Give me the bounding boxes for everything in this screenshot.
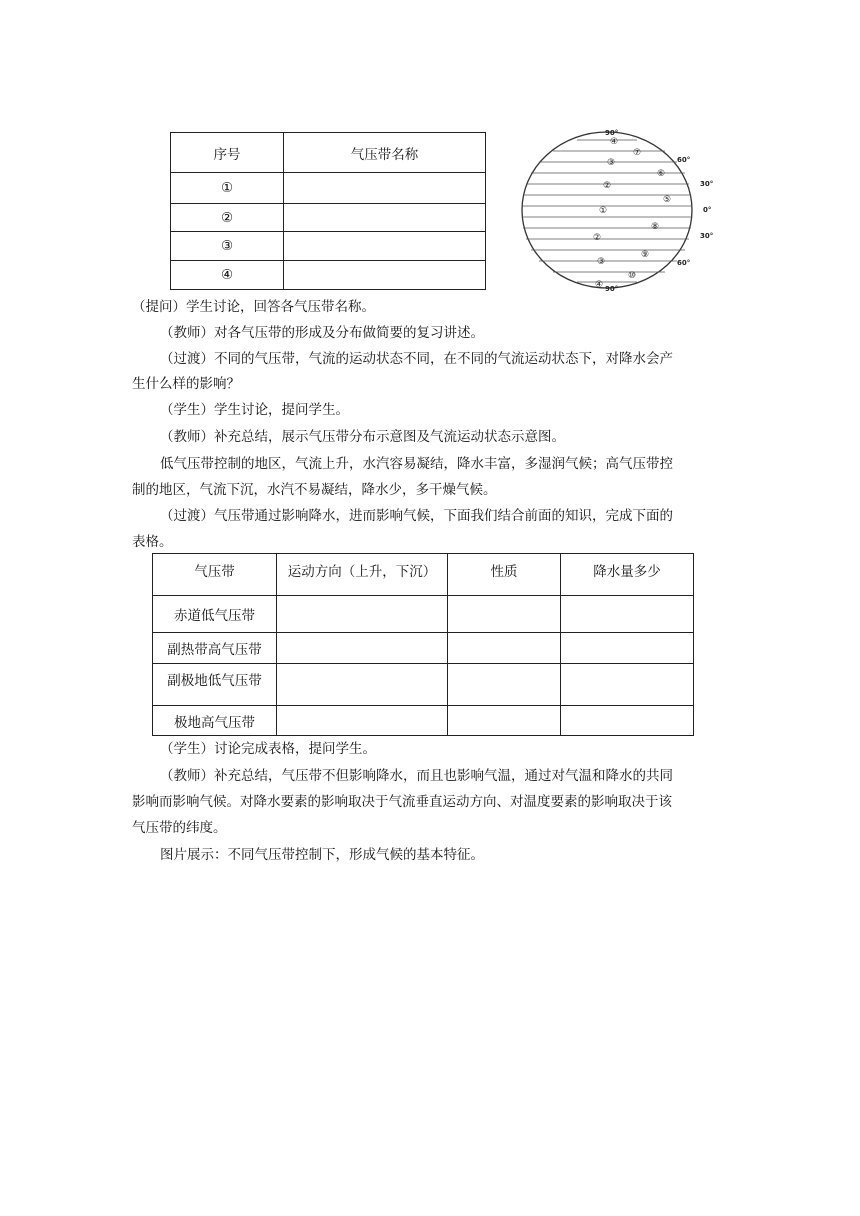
belt-number-label: ③ xyxy=(596,257,606,267)
table1-answer-cell xyxy=(284,261,486,290)
belt-number-label: ③ xyxy=(606,158,616,168)
pressure-belt-globe-diagram xyxy=(515,125,730,295)
table1-answer-cell xyxy=(284,173,486,204)
table2-row-belt: 副极地低气压带 xyxy=(153,664,277,706)
table2-blank-cell xyxy=(561,596,694,633)
belt-number-label: ④ xyxy=(594,280,604,290)
lat-label: 60° xyxy=(677,156,691,164)
lat-label: 0° xyxy=(703,206,712,214)
belt-number-label: ⑨ xyxy=(640,250,650,260)
belt-number-label: ⑩ xyxy=(627,271,637,281)
paragraph-summary-end: 气压带的纬度。 xyxy=(132,820,227,836)
paragraph-explanation: 低气压带控制的地区，气流上升，水汽容易凝结，降水丰富，多湿润气候；高气压带控 xyxy=(160,456,673,472)
table2-header-direction: 运动方向（上升，下沉） xyxy=(277,554,448,596)
table2-header-precipitation: 降水量多少 xyxy=(561,554,694,596)
table1-header-name: 气压带名称 xyxy=(284,133,486,173)
paragraph-transition-1: （过渡）不同的气压带，气流的运动状态不同，在不同的气流运动状态下，对降水会产 xyxy=(160,351,673,367)
table2-header-belt: 气压带 xyxy=(153,554,277,596)
table1-answer-cell xyxy=(284,232,486,261)
table2-blank-cell xyxy=(448,633,561,664)
belt-number-label: ② xyxy=(592,233,602,243)
paragraph-picture-display: 图片展示：不同气压带控制下，形成气候的基本特征。 xyxy=(160,847,484,863)
paragraph-student-discuss: （学生）学生讨论，提问学生。 xyxy=(160,402,349,418)
pressure-belt-properties-table xyxy=(152,553,694,736)
globe-svg xyxy=(515,125,730,295)
table2-blank-cell xyxy=(277,664,448,706)
belt-number-label: ④ xyxy=(609,137,619,147)
belt-number-label: ② xyxy=(602,181,612,191)
paragraph-transition-2: （过渡）气压带通过影响降水，进而影响气候，下面我们结合前面的知识，完成下面的 xyxy=(160,508,673,524)
table2-row-belt: 极地高气压带 xyxy=(153,706,277,736)
table1-row-index: ④ xyxy=(171,261,284,290)
table2-row-belt: 副热带高气压带 xyxy=(153,633,277,664)
lat-label: 90° xyxy=(605,285,619,293)
table1-answer-cell xyxy=(284,204,486,232)
paragraph-teacher-summary-2: （教师）补充总结，气压带不但影响降水，而且也影响气温，通过对气温和降水的共同 xyxy=(160,768,673,784)
table2-blank-cell xyxy=(561,633,694,664)
table2-blank-cell xyxy=(277,596,448,633)
belt-number-label: ① xyxy=(598,206,608,216)
table2-blank-cell xyxy=(277,706,448,736)
paragraph-transition-2-cont: 表格。 xyxy=(132,534,173,550)
lat-label: 60° xyxy=(677,259,691,267)
pressure-belt-name-table xyxy=(170,132,486,290)
lat-label: 90° xyxy=(605,129,619,137)
paragraph-teacher-review: （教师）对各气压带的形成及分布做简要的复习讲述。 xyxy=(160,325,484,341)
paragraph-student-complete: （学生）讨论完成表格，提问学生。 xyxy=(160,741,376,757)
table1-row-index: ② xyxy=(171,204,284,232)
table2-blank-cell xyxy=(561,706,694,736)
paragraph-summary-cont: 影响而影响气候。对降水要素的影响取决于气流垂直运动方向、对温度要素的影响取决于该 xyxy=(132,794,672,810)
table2-blank-cell xyxy=(561,664,694,706)
table2-blank-cell xyxy=(448,706,561,736)
table1-header-index: 序号 xyxy=(171,133,284,173)
paragraph-transition-1-cont: 生什么样的影响？ xyxy=(132,376,240,392)
table1-row-index: ① xyxy=(171,173,284,204)
table2-header-nature: 性质 xyxy=(448,554,561,596)
table1-row-index: ③ xyxy=(171,232,284,261)
belt-number-label: ⑧ xyxy=(650,222,660,232)
lat-label: 30° xyxy=(700,180,714,188)
belt-number-label: ⑥ xyxy=(656,169,666,179)
lat-label: 30° xyxy=(700,232,714,240)
paragraph-teacher-summary: （教师）补充总结，展示气压带分布示意图及气流运动状态示意图。 xyxy=(160,429,565,445)
table2-row-belt: 赤道低气压带 xyxy=(153,596,277,633)
belt-number-label: ⑦ xyxy=(632,148,642,158)
paragraph-explanation-cont: 制的地区，气流下沉，水汽不易凝结，降水少，多干燥气候。 xyxy=(132,482,497,498)
table2-blank-cell xyxy=(277,633,448,664)
table2-blank-cell xyxy=(448,664,561,706)
paragraph-question: （提问）学生讨论，回答各气压带名称。 xyxy=(132,299,375,315)
belt-number-label: ⑤ xyxy=(662,195,672,205)
table2-blank-cell xyxy=(448,596,561,633)
